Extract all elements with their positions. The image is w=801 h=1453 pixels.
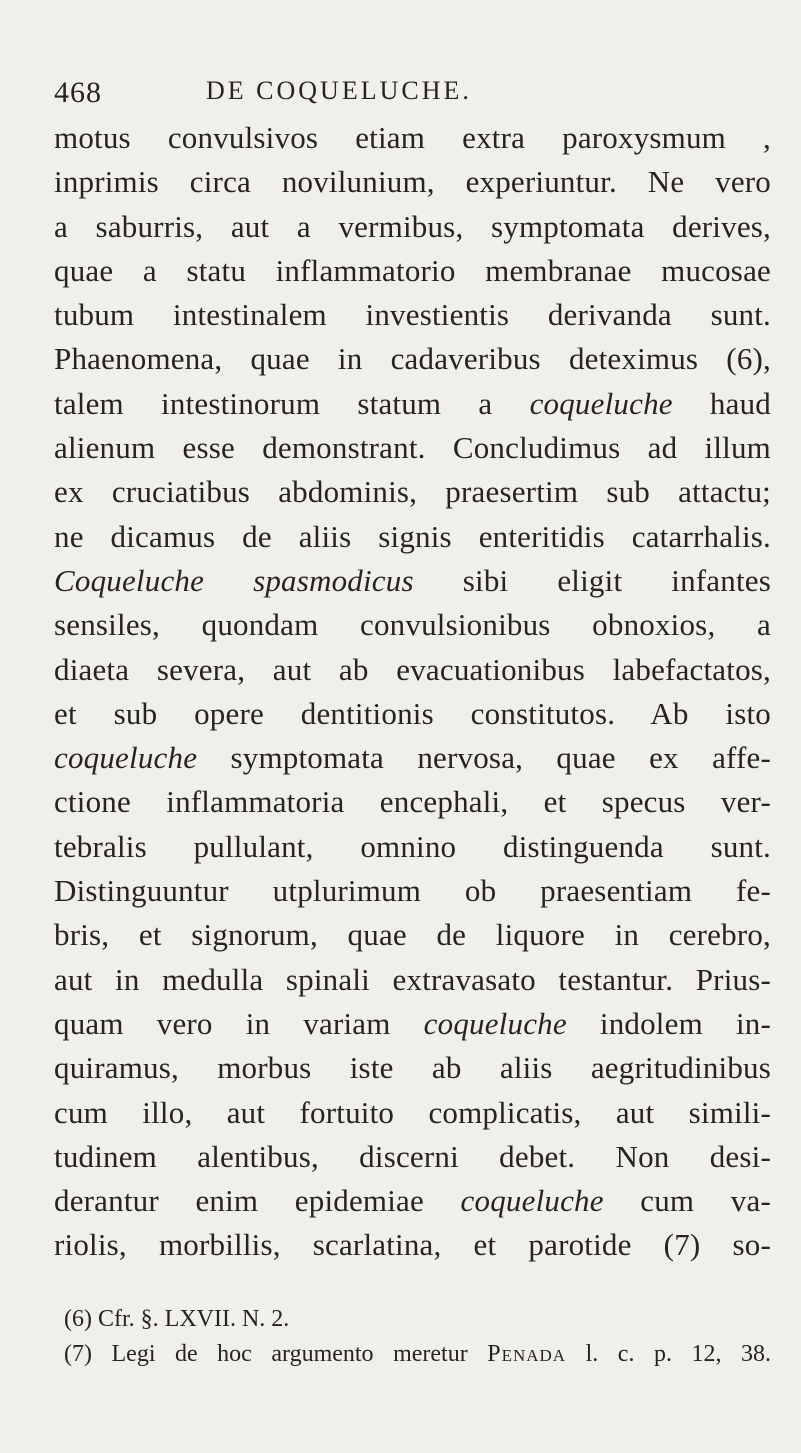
text-line: [54, 426, 771, 470]
italic-term: coqueluche: [529, 385, 673, 421]
footnote-text: (6) Cfr. §. LXVII. N. 2.: [64, 1305, 290, 1332]
footnote-text: (7) Legi de hoc argumento meretur: [64, 1340, 488, 1367]
italic-term: coqueluche: [460, 1183, 604, 1219]
footnotes: [54, 1302, 771, 1372]
text-line: [54, 382, 771, 426]
page-number: 468: [54, 76, 102, 109]
text-segment: tubum intestinalem investientis derivanda sunt.: [54, 297, 771, 333]
text-segment: haud: [672, 385, 771, 421]
text-line: [54, 1091, 771, 1135]
text-segment: sibi eligit infantes: [413, 562, 771, 598]
text-line: [54, 958, 771, 1002]
text-segment: sensiles, quondam convulsionibus obnoxios, a: [54, 607, 771, 643]
text-line: [54, 116, 771, 160]
text-line: [54, 913, 771, 957]
text-segment: Phaenomena, quae in cadaveribus deteximus (6),: [54, 341, 771, 377]
text-segment: aut in medulla spinali extravasato testantur. Prius-: [54, 961, 771, 997]
text-segment: riolis, morbillis, scarlatina, et parotide (7) so-: [54, 1227, 771, 1263]
text-segment: a saburris, aut a vermibus, symptomata derives,: [54, 208, 771, 244]
text-segment: et sub opere dentitionis constitutos. Ab isto: [54, 695, 771, 731]
running-head: DE COQUELUCHE.: [206, 76, 472, 105]
text-segment: motus convulsivos etiam extra paroxysmum ,: [54, 120, 771, 155]
text-line: [54, 648, 771, 692]
text-line: [54, 470, 771, 514]
text-segment: diaeta severa, aut ab evacuationibus labefactatos,: [54, 651, 771, 687]
text-segment: ne dicamus de aliis signis enteritidis catarrhalis.: [54, 518, 771, 554]
text-segment: quiramus, morbus iste ab aliis aegritudinibus: [54, 1050, 771, 1086]
text-line: [54, 515, 771, 559]
text-line: [54, 736, 771, 780]
text-segment: Distinguuntur utplurimum ob praesentiam fe-: [54, 873, 771, 909]
italic-term: coqueluche: [423, 1005, 567, 1041]
text-line: [54, 559, 771, 603]
text-line: [54, 337, 771, 381]
text-line: [54, 692, 771, 736]
text-segment: bris, et signorum, quae de liquore in cerebro,: [54, 917, 771, 953]
footnote: [54, 1337, 771, 1372]
text-line: [54, 1135, 771, 1179]
text-line: [54, 1223, 771, 1267]
text-segment: symptomata nervosa, quae ex affe-: [197, 740, 771, 776]
text-line: [54, 293, 771, 337]
text-segment: talem intestinorum statum a: [54, 385, 530, 421]
text-segment: tebralis pullulant, omnino distinguenda sunt.: [54, 828, 771, 864]
footnote: [54, 1302, 771, 1337]
text-segment: ctione inflammatoria encephali, et specus ver-: [54, 784, 771, 820]
text-line: [54, 205, 771, 249]
text-segment: cum va-: [603, 1183, 771, 1219]
text-segment: derantur enim epidemiae: [54, 1183, 461, 1219]
text-line: [54, 825, 771, 869]
body-text: [54, 116, 771, 1268]
author-name: Penada: [487, 1340, 567, 1367]
footnote-text: l. c. p. 12, 38.: [566, 1340, 772, 1367]
italic-term: Coqueluche spasmodicus: [54, 562, 414, 598]
text-line: [54, 1046, 771, 1090]
text-segment: alienum esse demonstrant. Concludimus ad illum: [54, 430, 771, 466]
text-line: [54, 1002, 771, 1046]
text-segment: tudinem alentibus, discerni debet. Non desi-: [54, 1138, 771, 1174]
text-line: [54, 1179, 771, 1223]
text-line: [54, 160, 771, 204]
page-header: [54, 62, 771, 114]
italic-term: coqueluche: [54, 740, 198, 776]
text-line: [54, 780, 771, 824]
text-segment: quae a statu inflammatorio membranae mucosae: [54, 252, 771, 288]
text-segment: quam vero in variam: [54, 1005, 424, 1041]
text-line: [54, 249, 771, 293]
text-segment: inprimis circa novilunium, experiuntur. Ne vero: [54, 164, 771, 200]
text-line: [54, 603, 771, 647]
text-segment: cum illo, aut fortuito complicatis, aut simili-: [54, 1094, 771, 1130]
text-line: [54, 869, 771, 913]
text-segment: ex cruciatibus abdominis, praesertim sub attactu;: [54, 474, 771, 510]
text-segment: indolem in-: [566, 1005, 772, 1041]
